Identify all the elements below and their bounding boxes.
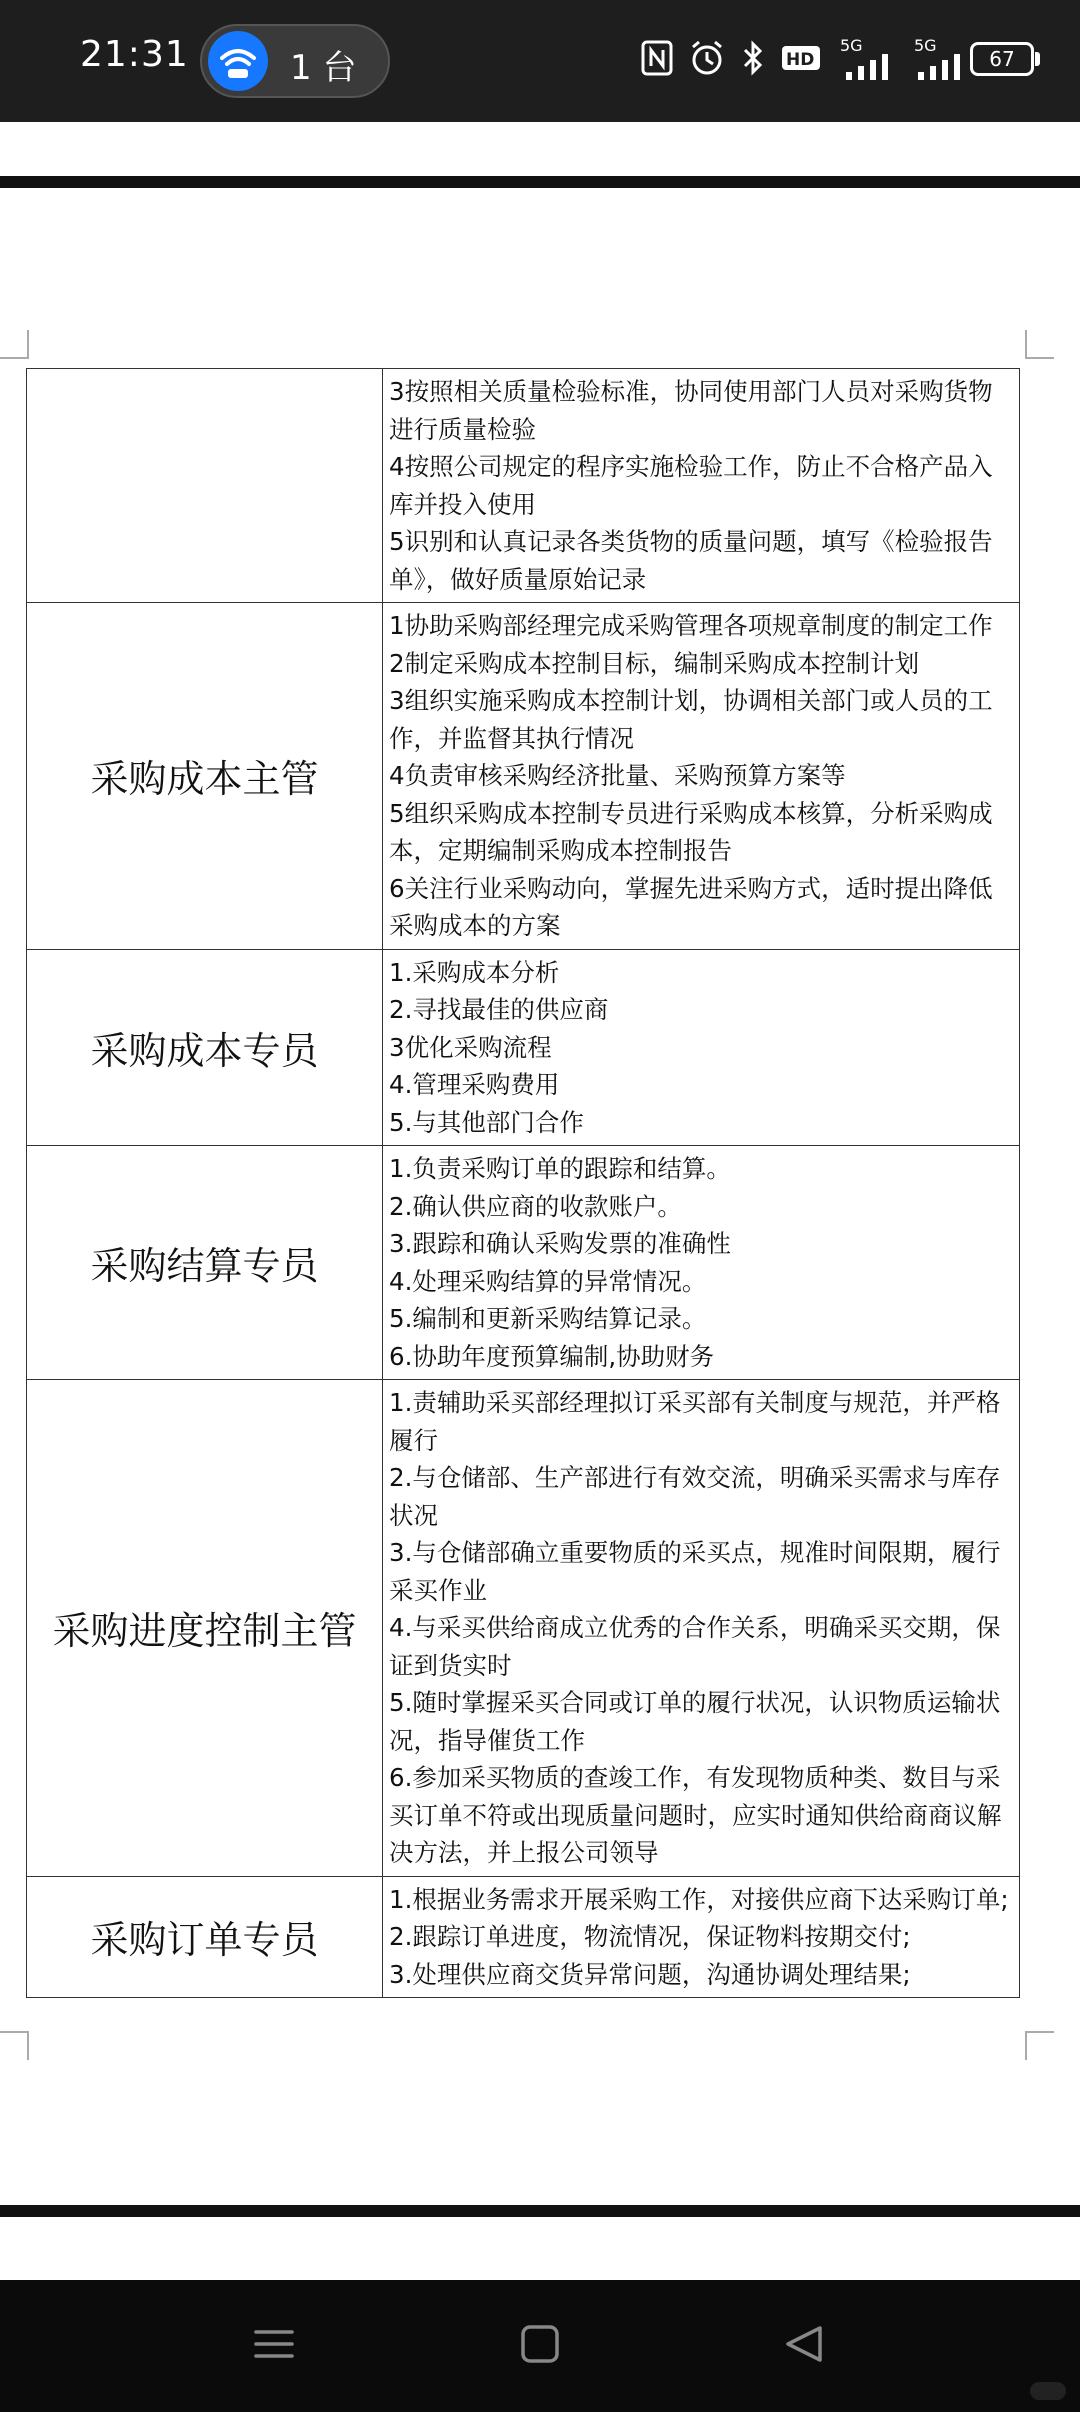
network-type-label: 5G — [914, 36, 937, 55]
wifi-hotspot-icon — [208, 31, 268, 91]
home-icon[interactable] — [520, 2322, 560, 2366]
duty-item: 6.协助年度预算编制,协助财务 — [389, 1341, 715, 1371]
duty-item: 3.处理供应商交货异常问题，沟通协调处理结果; — [389, 1959, 911, 1989]
alarm-clock-icon — [688, 38, 726, 78]
duty-item: 3优化采购流程 — [389, 1032, 552, 1062]
duty-item: 2.确认供应商的收款账户。 — [389, 1191, 682, 1221]
role-cell: 采购成本主管 — [27, 603, 383, 950]
network-type-label: 5G — [840, 36, 863, 55]
role-cell: 采购进度控制主管 — [27, 1380, 383, 1877]
duty-item: 2.寻找最佳的供应商 — [389, 995, 609, 1024]
role-cell: 采购结算专员 — [27, 1146, 383, 1380]
duties-cell — [383, 369, 1020, 603]
role-cell: 采购成本专员 — [27, 949, 383, 1146]
duty-item: 6关注行业采购动向，掌握先进采购方式，适时提出降低采购成本的方案 — [389, 873, 993, 940]
nfc-icon — [640, 38, 674, 78]
page-divider-bottom — [0, 2205, 1080, 2217]
duty-item: 5.与其他部门合作 — [389, 1107, 584, 1137]
table-row — [27, 369, 1020, 603]
status-icons — [640, 38, 1040, 86]
duty-item: 1.根据业务需求开展采购工作，对接供应商下达采购订单; — [389, 1884, 1009, 1914]
duties-cell — [383, 1876, 1020, 1998]
duty-item: 6.参加采买物质的查竣工作，有发现物质种类、数目与采买订单不符或出现质量问题时，应实时通知供给商商议解决方法，并上报公司领导 — [389, 1763, 1002, 1867]
duty-item: 1.负责采购订单的跟踪和结算。 — [389, 1154, 731, 1183]
duty-item: 5识别和认真记录各类货物的质量问题，填写《检验报告单》，做好质量原始记录 — [389, 527, 993, 594]
duty-item: 1.采购成本分析 — [389, 957, 560, 987]
battery-indicator — [970, 38, 1042, 82]
navigation-bar — [0, 2280, 1080, 2412]
duty-item: 1.责辅助采买部经理拟订采买部有关制度与规范，并严格履行 — [389, 1388, 1001, 1455]
battery-level: 67 — [970, 42, 1034, 76]
table-row — [27, 603, 1020, 950]
signal-5g-icon — [912, 38, 972, 82]
signal-bars-icon — [916, 52, 968, 80]
crop-mark-top-left — [0, 330, 30, 360]
hd-voice-icon — [780, 38, 822, 78]
duty-item: 5组织采购成本控制专员进行采购成本核算，分析采购成本，定期编制采购成本控制报告 — [389, 798, 993, 865]
duty-item: 3按照相关质量检验标准，协同使用部门人员对采购货物进行质量检验 — [389, 377, 993, 444]
table-row — [27, 1380, 1020, 1877]
bluetooth-icon — [740, 38, 766, 78]
svg-text:HD: HD — [786, 50, 815, 70]
duty-item: 3.与仓储部确立重要物质的采买点，规准时间限期，履行采买作业 — [389, 1538, 1001, 1605]
duty-item: 5.随时掌握采买合同或订单的履行状况，认识物质运输状况，指导催货工作 — [389, 1688, 1001, 1755]
duty-item: 4.处理采购结算的异常情况。 — [389, 1266, 707, 1296]
signal-5g-icon — [836, 38, 900, 82]
status-time: 21:31 — [80, 34, 189, 75]
role-cell: 采购订单专员 — [27, 1876, 383, 1998]
signal-bars-icon — [844, 52, 900, 80]
duties-cell — [383, 1146, 1020, 1380]
duty-item: 3.跟踪和确认采购发票的准确性 — [389, 1229, 731, 1258]
role-cell — [27, 369, 383, 603]
page-divider-top — [0, 176, 1080, 188]
duty-item: 4负责审核采购经济批量、采购预算方案等 — [389, 761, 846, 790]
table-row — [27, 1876, 1020, 1998]
job-duties-table — [26, 368, 1020, 1998]
crop-mark-bottom-right — [1024, 2030, 1054, 2060]
battery-tip — [1035, 52, 1040, 66]
hotspot-device-count: 1 台 — [290, 48, 357, 88]
duty-item: 2.与仓储部、生产部进行有效交流，明确采买需求与库存状况 — [389, 1463, 1001, 1530]
duty-item: 2制定采购成本控制目标，编制采购成本控制计划 — [389, 648, 920, 678]
status-bar — [0, 0, 1080, 122]
duty-item: 2.跟踪订单进度，物流情况，保证物料按期交付; — [389, 1922, 911, 1951]
duties-cell — [383, 949, 1020, 1146]
watermark-badge — [1030, 2382, 1066, 2400]
hotspot-indicator[interactable] — [200, 24, 390, 98]
duty-item: 1协助采购部经理完成采购管理各项规章制度的制定工作 — [389, 611, 993, 640]
table-row — [27, 949, 1020, 1146]
back-icon[interactable] — [782, 2322, 826, 2366]
duty-item: 4.管理采购费用 — [389, 1070, 560, 1099]
duties-cell — [383, 1380, 1020, 1877]
duty-item: 4按照公司规定的程序实施检验工作，防止不合格产品入库并投入使用 — [389, 452, 993, 519]
menu-icon[interactable] — [252, 2322, 296, 2366]
crop-mark-bottom-left — [0, 2030, 30, 2060]
crop-mark-top-right — [1024, 330, 1054, 360]
duty-item: 3组织实施采购成本控制计划，协调相关部门或人员的工作，并监督其执行情况 — [389, 686, 993, 753]
duties-cell — [383, 603, 1020, 950]
duty-item: 4.与采买供给商成立优秀的合作关系，明确采买交期，保证到货实时 — [389, 1613, 1001, 1680]
table-row — [27, 1146, 1020, 1380]
hotspot-circle — [208, 31, 268, 91]
duty-item: 5.编制和更新采购结算记录。 — [389, 1304, 707, 1333]
